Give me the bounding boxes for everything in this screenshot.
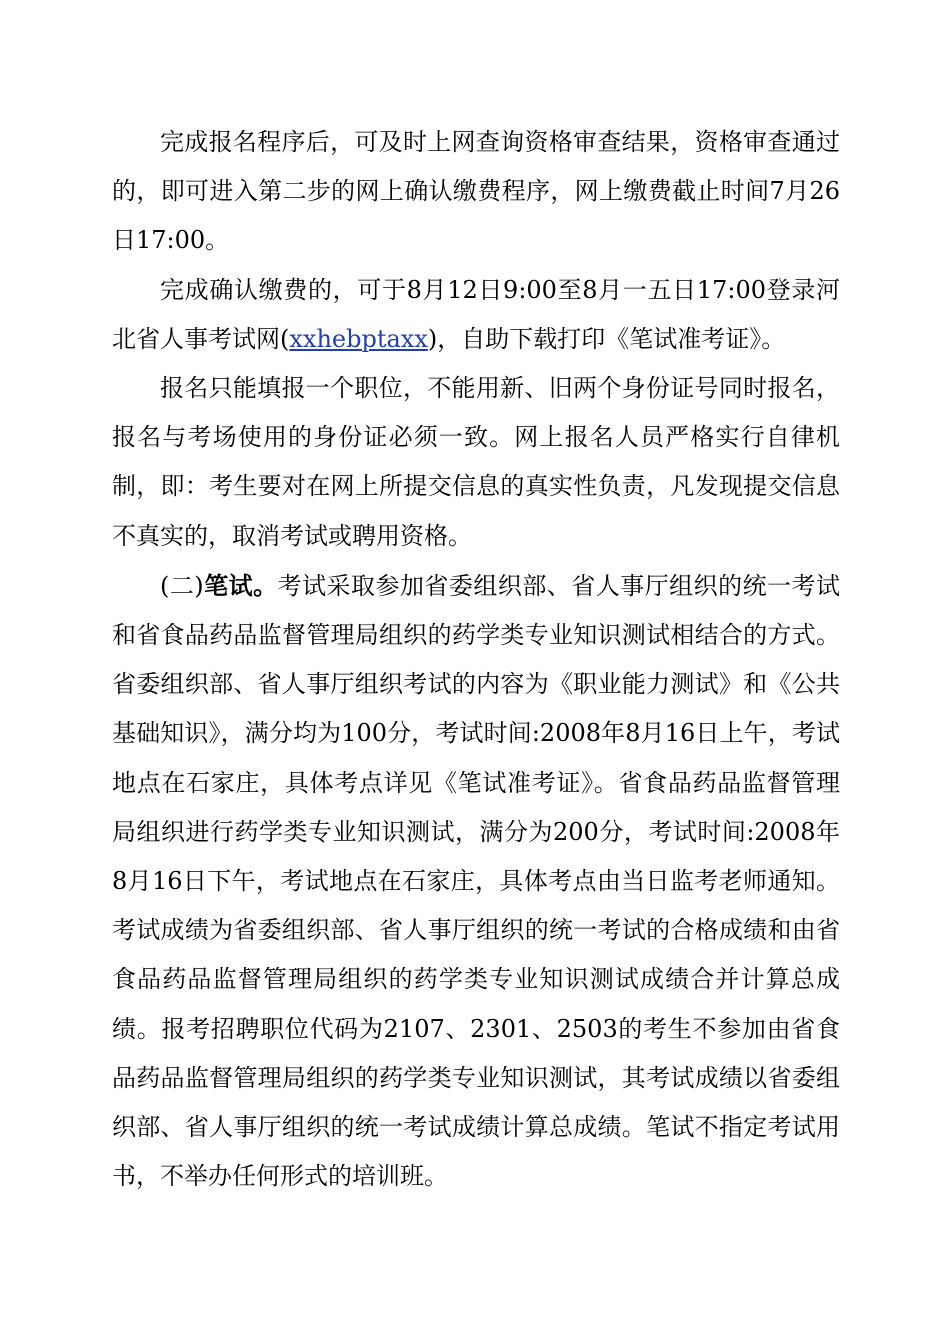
exam-website-link[interactable]: xxhebptaxx xyxy=(289,324,428,353)
paragraph-text: 考试采取参加省委组织部、省人事厅组织的统一考试和省食品药品监督管理局组织的药学类专业知识测试相结合的方式。省委组织部、省人事厅组织考试的内容为《职业能力测试》和《公共基础知识》，满分均为100分，考试时间:2008年8月16日上午，考试地点在石家庄，具体考点详见《笔试准考证》。省食品药品监督管理局组织进行药学类专业知识测试，满分为200分，考试时间:2008年8月16日下午，考试地点在石家庄，具体考点由当日监考老师通知。考试成绩为省委组织部、省人事厅组织的统一考试的合格成绩和由省食品药品监督管理局组织的药学类专业知识测试成绩合并计算总成绩。报考招聘职位代码为2107、2301、2503的考生不参加由省食品药品监督管理局组织的药学类专业知识测试，其考试成绩以省委组织部、省人事厅组织的统一考试成绩计算总成绩。笔试不指定考试用书，不举办任何形式的培训班。 xyxy=(112,571,841,1191)
paragraph-admission-ticket xyxy=(112,266,840,364)
paragraph-registration-review xyxy=(112,118,840,266)
paragraph-text: 报名只能填报一个职位，不能用新、旧两个身份证号同时报名，报名与考场使用的身份证必须一致。网上报名人员严格实行自律机制，即：考生要对在网上所提交信息的真实性负责，凡发现提交信息不真实的，取消考试或聘用资格。 xyxy=(112,374,840,550)
document-body xyxy=(112,118,840,1201)
paragraph-text-after-link: )，自助下载打印《笔试准考证》。 xyxy=(427,324,786,353)
section-number: (二) xyxy=(160,571,204,600)
section-heading: 笔试。 xyxy=(203,570,278,600)
paragraph-text: 完成报名程序后，可及时上网查询资格审查结果，资格审查通过的，即可进入第二步的网上确认缴费程序，网上缴费截止时间7月26日17:00。 xyxy=(112,128,840,255)
paragraph-text-before-link: 完成确认缴费的，可于8月12日9:00至8月一五日17:00登录河北省人事考试网( xyxy=(112,275,840,353)
paragraph-written-exam xyxy=(112,561,840,1202)
paragraph-registration-rules xyxy=(112,364,840,561)
